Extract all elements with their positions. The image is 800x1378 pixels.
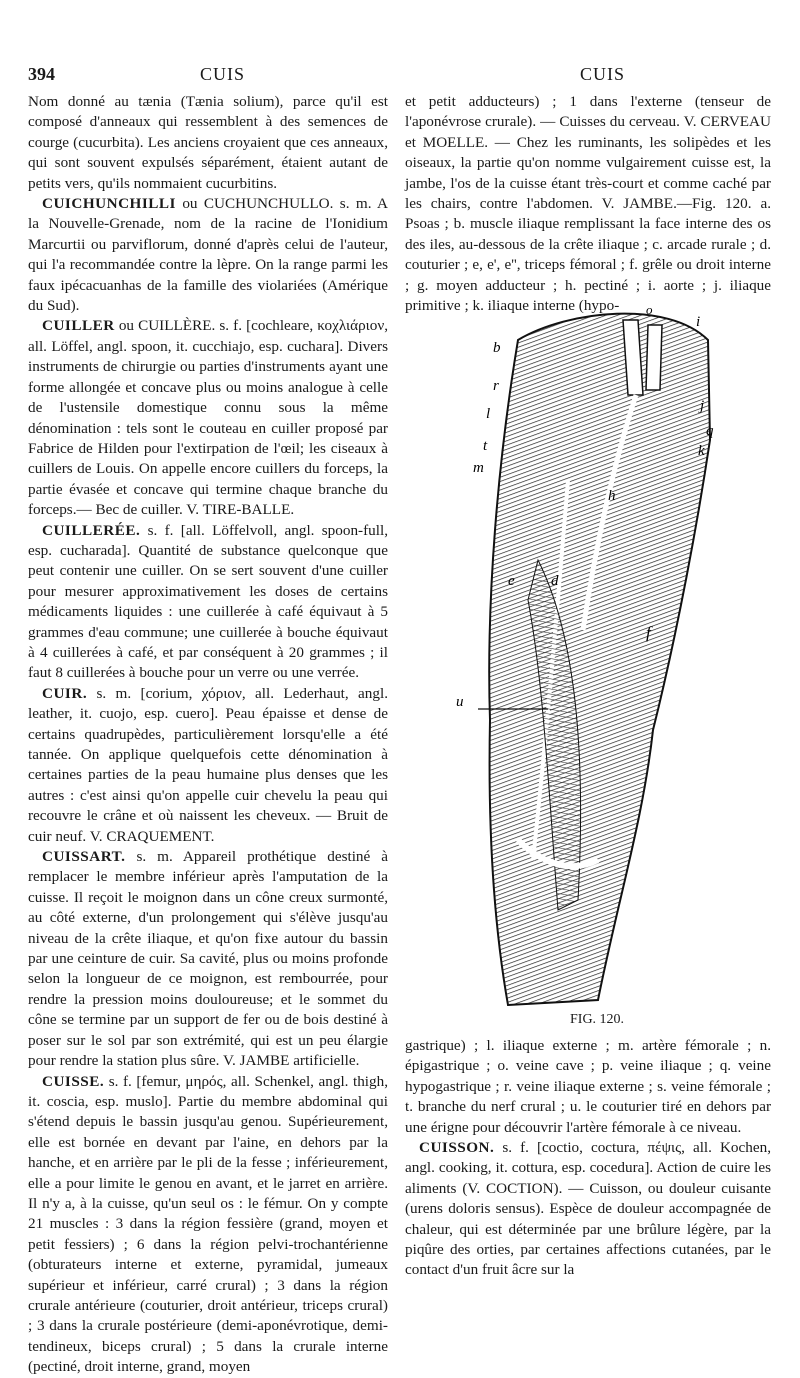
- label-u: u: [456, 694, 464, 710]
- entry-text: s. m. Appareil prothétique destiné à remplacer le membre inférieur après l'amputation de la cuisse. Il reçoit le moignon dans un cône creux surmonté, au côté externe, d'un prolongement qui s'élève jusqu'au niveau de la crête iliaque, et qu'on fixe autour du bassin par une ceinture de cuir. Sa cavité, plus ou moins profonde selon la longueur de ce moignon, est rembourrée, pour rendre la pression moins douloureuse; et le sommet du cône se termine par un support de fer ou de bois destiné à poser sur le sol par son extrémité, qui est un peu élargie pour rendre la station plus sûre. V. JAMBE artificielle.: [28, 848, 388, 1070]
- entry-text: s. m. [corium, χόριον, all. Lederhaut, angl. leather, it. cuojo, esp. cuero]. Peau épaisse et dense de certains quadrupèdes, particulièrement lorsqu'elle a été tannée. On applique quelquefois cette dénomination à certaines parties de la peau humaine plus denses que les autres : c'est ainsi qu'on appelle cuir chevelu la peau qui recouvre le crâne et où naissent les cheveux. — Bruit de cuir neuf. V. CRAQUEMENT.: [28, 684, 388, 845]
- thigh-outline: [489, 314, 710, 1005]
- headword: CUICHUNCHILLI: [42, 195, 176, 213]
- thigh-muscles-engraving: [448, 300, 718, 1035]
- entry-text: s. f. [all. Löffelvoll, angl. spoon-full, esp. cucharada]. Quantité de substance quelconque que peut contenir une cuiller. On se sert souvent d'une cuiller pour mesurer approximativement les doses de certains médicaments liquides : une cuillerée à café équivaut à 5 grammes d'eau commune; une cuillerée à bouche équivaut à 4 cuillerées à café, et par conséquent à 20 grammes ; il faut 8 cuillerées à bouche pour un verre ou une verrée.: [28, 521, 388, 682]
- headword: CUIR.: [42, 684, 88, 702]
- entry-cuilleree: [28, 521, 388, 684]
- entry-cuisse-continuation: et petit adducteurs) ; 1 dans l'externe (tenseur de l'aponévrose crurale). — Cuisses du cerveau. V. CERVEAU et MOELLE. — Chez les ruminants, les solipèdes et les oiseaux, la partie qu'on nomme vulgairement cuisse est, la jambe, l'os de la cuisse étant très-court et comme caché par les chairs, contre l'abdomen. V. JAMBE.—Fig. 120. a. Psoas ; b. muscle iliaque remplissant la face interne des os des iles, au-dessous de la crête iliaque ; c. arcade rurale ; d. couturier ; e, e', e'', triceps fémoral ; f. grêle ou droit interne ; g. moyen adducteur ; h. pectiné ; i. aorte ; j. iliaque primitive ; k. iliaque interne (hypo-: [405, 93, 771, 315]
- entry-cuissart: [28, 847, 388, 1071]
- label-q: q: [706, 423, 714, 439]
- running-head-right: CUIS: [580, 64, 626, 84]
- label-j: j: [700, 398, 705, 414]
- figure-caption: FIG. 120.: [570, 1012, 625, 1027]
- entry-text: s. f. [femur, μηρός, all. Schenkel, angl. thigh, it. coscia, esp. muslo]. Partie du membre abdominal qui s'étend depuis le bassin jusqu'au genou. Supérieurement, elle est bornée en devant par l'aine, en dehors par la hanche, et en arrière par le pli de la fesse ; inférieurement, elle a pour limite le genou en avant, et le jarret en arrière. Il n'y a, à la cuisse, qu'un seul os : le fémur. On y compte 21 muscles : 3 dans la région fessière (grand, moyen et petit fessiers) ; 6 dans la région pelvi-trochantérienne (obturateurs interne et externe, pyramidal, jumeaux supérieur et inférieur, carré crural) ; 3 dans la région crurale antérieure (couturier, droit antérieur, triceps crural) ; 3 dans la crurale postérieure (demi-aponévrotique, demi-tendineux, biceps crural) ; 5 dans la crurale interne (pectiné, droit interne, grand, moyen: [28, 1072, 389, 1376]
- page-header: [28, 64, 772, 90]
- label-m: m: [473, 460, 484, 476]
- label-e: e: [508, 573, 515, 589]
- label-f: f: [646, 623, 651, 642]
- label-o: o: [646, 302, 653, 317]
- headword: CUISSART.: [42, 848, 126, 866]
- entry-text: ou CUCHUNCHULLO. s. m. A la Nouvelle-Grenade, nom de la racine de l'Ionidium Marcurtii ou parviflorum, donné d'après celui de l'auteur, qui l'a recommandée contre la lèpre. On la range parmi les faux ipécacuanhas de la famille des violariées (Amérique du Sud).: [28, 195, 389, 315]
- headword: CUILLER: [42, 317, 115, 335]
- anatomical-figure-thigh: [448, 300, 718, 1035]
- entry-text: s. f. [coctio, coctura, πέψις, all. Kochen, angl. cooking, it. cottura, esp. cocedura]. Action de cuire les aliments (V. COCTION). — Cuisson, ou douleur cuisante (urens doloris sensus). Espèce de douleur accompagnée de chaleur, qui est déterminée par une brûlure légère, par la piqûre des orties, par certaines affections cutanées, par le contact d'un fruit âcre sur la: [405, 1139, 771, 1279]
- label-b: b: [493, 340, 501, 356]
- label-l: l: [486, 406, 491, 422]
- right-column-bottom: [405, 1036, 771, 1281]
- entry-cucurbitin-continuation: Nom donné au tænia (Tænia solium), parce qu'il est composé d'anneaux qui ressemblent à des semences de courge (cucurbita). Les anciens croyaient que ces anneaux, qui sont souvent expulsés séparément, étaient autant de petits vers, qu'ils nommaient cucurbitins.: [28, 93, 388, 192]
- page-number: 394: [28, 64, 55, 84]
- right-column-top: [405, 92, 771, 316]
- entry-cuichunchilli: [28, 194, 388, 316]
- figure-legend-continuation: gastrique) ; l. iliaque externe ; m. artère fémorale ; n. épigastrique ; o. veine cave ; p. veine iliaque ; q. veine hypogastrique ; r. veine iliaque externe ; s. veine fémorale ; t. branche du nerf crural ; u. le couturier tiré en dehors par une érigne pour découvrir l'artère fémorale à ce niveau.: [405, 1037, 771, 1136]
- label-k: k: [698, 443, 705, 459]
- label-t: t: [483, 438, 488, 454]
- label-h: h: [608, 488, 616, 504]
- entry-cuiller: [28, 316, 388, 520]
- entry-cuir: [28, 684, 388, 847]
- label-i: i: [696, 314, 701, 330]
- entry-cuisson: [405, 1138, 771, 1281]
- headword: CUISSON.: [419, 1139, 495, 1157]
- label-d: d: [551, 573, 559, 589]
- running-head-left: CUIS: [200, 64, 246, 84]
- vena-cava-vessel: [646, 325, 662, 390]
- entry-cuisse: [28, 1072, 388, 1378]
- headword: CUISSE.: [42, 1072, 105, 1090]
- headword: CUILLERÉE.: [42, 521, 141, 539]
- left-column: [28, 92, 388, 1378]
- entry-text: ou CUILLÈRE. s. f. [cochleare, κοχλιάριον, all. Löffel, angl. spoon, it. cucchiajo, esp. cuchara]. Divers instruments de chirurgie ou parties d'instruments ayant une forme allongée et concave plus ou moins analogue à celle de l'ustensile domestique connu sous la même dénomination : tels sont le couteau en cuiller proposé par Fabrice de Hilden pour l'extirpation de l'œil; les ciseaux à cuillers de Louis. On appelle encore cuillers du forceps, la partie évasée et concave qui termine chaque branche du forceps.— Bec de cuiller. V. TIRE-BALLE.: [28, 317, 389, 519]
- label-r: r: [493, 378, 499, 394]
